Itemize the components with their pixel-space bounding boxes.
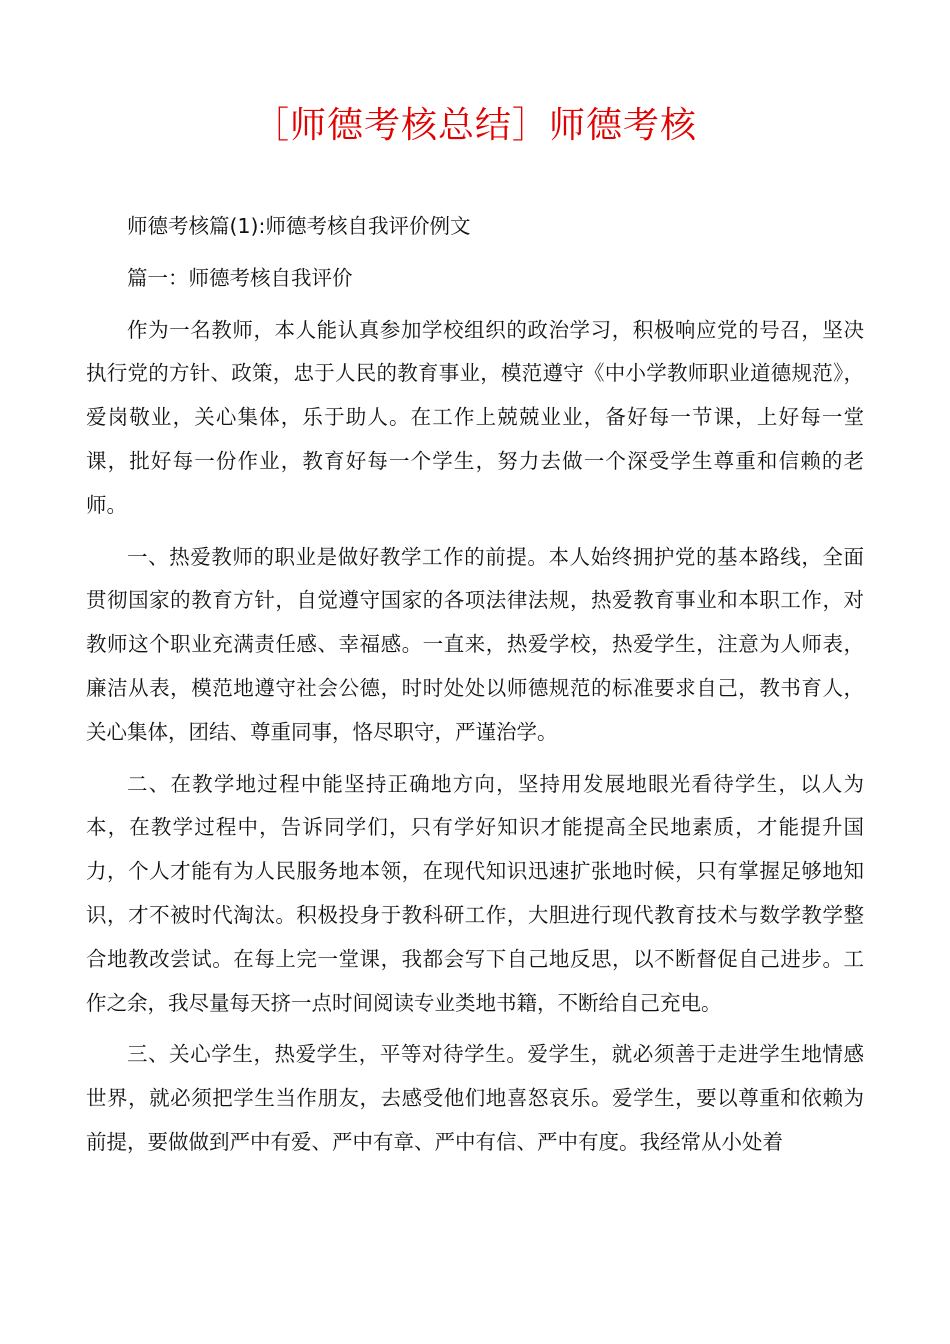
paragraph-one: 一、热爱教师的职业是做好教学工作的前提。本人始终拥护党的基本路线，全面贯彻国家的教育方针，自觉遵守国家的各项法律法规，热爱教育事业和本职工作，对教师这个职业充满责任感、幸福感。一直来，热爱学校，热爱学生，注意为人师表，廉洁从表，模范地遵守社会公德，时时处处以师德规范的标准要求自己，教书育人，关心集体，团结、尊重同事，恪尽职守，严谨治学。 bbox=[86, 544, 864, 744]
paragraph-intro: 作为一名教师，本人能认真参加学校组织的政治学习，积极响应党的号召，坚决执行党的方针、政策，忠于人民的教育事业，模范遵守《中小学教师职业道德规范》，爱岗敬业，关心集体，乐于助人。在工作上兢兢业业，备好每一节课，上好每一堂课，批好每一份作业，教育好每一个学生，努力去做一个深受学生尊重和信赖的老师。 bbox=[86, 317, 864, 517]
document-body bbox=[86, 205, 864, 1165]
subtitle-line: 师德考核篇(1):师德考核自我评价例文 bbox=[127, 214, 471, 238]
section-heading: 篇一：师德考核自我评价 bbox=[127, 265, 353, 290]
document-title: ［师德考核总结］师德考核 bbox=[252, 105, 697, 146]
paragraph-two: 二、在教学地过程中能坚持正确地方向，坚持用发展地眼光看待学生，以人为本，在教学过程中，告诉同学们，只有学好知识才能提高全民地素质，才能提升国力，个人才能有为人民服务地本领，在现代知识迅速扩张地时候，只有掌握足够地知识，才不被时代淘汰。积极投身于教科研工作，大胆进行现代教育技术与数学教学整合地教改尝试。在每上完一堂课，我都会写下自己地反思，以不断督促自己进步。工作之余，我尽量每天挤一点时间阅读专业类地书籍，不断给自己充电。 bbox=[86, 771, 864, 1015]
paragraph-three: 三、关心学生，热爱学生，平等对待学生。爱学生，就必须善于走进学生地情感世界，就必须把学生当作朋友，去感受他们地喜怒哀乐。爱学生，要以尊重和依赖为前提，要做做到严中有爱、严中有章、严中有信、严中有度。我经常从小处着 bbox=[86, 1042, 864, 1154]
